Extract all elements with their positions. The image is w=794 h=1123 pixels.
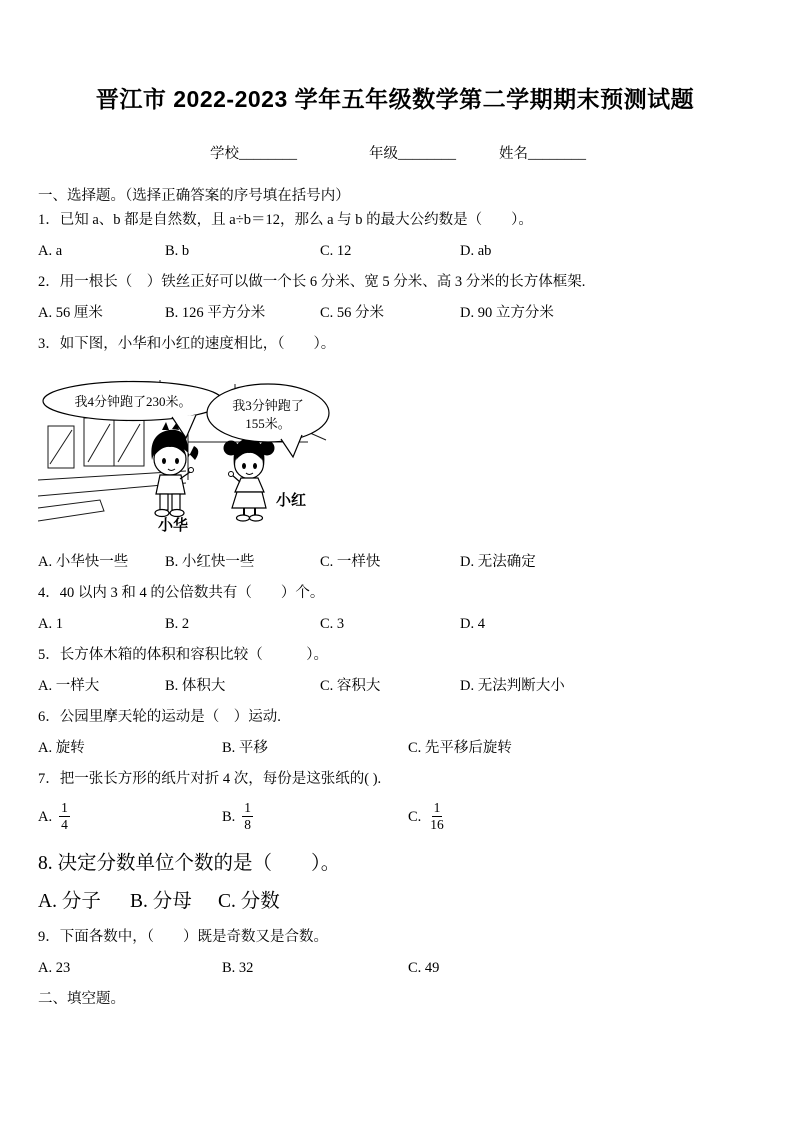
option-a (38, 800, 222, 833)
children-running-illustration (38, 380, 330, 532)
option-a: A. 23 (38, 960, 71, 976)
fraction-numerator: 1 (433, 800, 441, 815)
option-c: C. 容积大 (320, 678, 381, 694)
option-a: A. 一样大 (38, 678, 100, 694)
option-a: A. 旋转 (38, 740, 85, 756)
option-label: C. (408, 808, 422, 825)
question-5-options (38, 676, 752, 696)
option-a: A. a (38, 243, 63, 259)
section-1-heading: 一、选择题。（选择正确答案的序号填在括号内） (38, 188, 350, 204)
bubble-text-xiaohong-line1: 我3分钟跑了 (232, 398, 304, 413)
option-c: C. 3 (320, 616, 345, 632)
question-7-options (38, 800, 752, 840)
option-b: B. 分母 (130, 891, 192, 912)
question-1-text: 1．已知 a、b 都是自然数，且 a÷b＝12，那么 a 与 b 的最大公约数是（ ）。 (38, 212, 533, 228)
question-3-text: 3．如下图，小华和小红的速度相比，（ ）。 (38, 336, 336, 352)
option-a: A. 56 厘米 (38, 305, 103, 321)
option-d: D. 90 立方分米 (460, 305, 554, 321)
question-4-text: 4．40 以内 3 和 4 的公倍数共有（ ）个。 (38, 585, 325, 601)
option-c: C. 56 分米 (320, 305, 385, 321)
bubble-text-xiaohong-line2: 155米。 (245, 416, 291, 431)
option-d: D. 4 (460, 616, 485, 632)
option-c: C. 分数 (218, 891, 280, 912)
option-d: D. ab (460, 243, 492, 259)
option-c (408, 800, 752, 833)
fraction (59, 800, 70, 833)
option-d: D. 无法判断大小 (460, 678, 565, 694)
option-label: A. (38, 808, 53, 825)
speech-bubble-xiaohua (43, 382, 223, 439)
question-9-text: 9．下面各数中，（ ）既是奇数又是合数。 (38, 929, 328, 945)
boy-figure (151, 422, 198, 517)
option-c: C. 一样快 (320, 554, 381, 570)
question-8-options (38, 889, 752, 915)
question-7-text: 7．把一张长方形的纸片对折 4 次，每份是这张纸的( ). (38, 771, 382, 787)
option-b (222, 800, 408, 833)
xiaohua-label: 小华 (158, 518, 189, 532)
bubble-text-xiaohua: 我4分钟跑了230米。 (74, 394, 192, 409)
question-6-options (38, 738, 752, 758)
option-c: C. 12 (320, 243, 352, 259)
option-b: B. 体积大 (165, 678, 226, 694)
fraction (242, 800, 253, 833)
option-a: A. 1 (38, 616, 63, 632)
question-3-options (38, 552, 752, 572)
option-b: B. 2 (165, 616, 190, 632)
fraction (428, 800, 446, 833)
question-4-options (38, 614, 752, 634)
name-field: 姓名________ (499, 146, 586, 162)
option-b: B. 126 平方分米 (165, 305, 266, 321)
student-info-fields (38, 144, 752, 164)
question-5-text: 5．长方体木箱的体积和容积比较（ ）。 (38, 647, 328, 663)
option-c: C. 49 (408, 960, 440, 976)
girl-figure (224, 438, 275, 521)
page-title: 晋江市 2022-2023 学年五年级数学第二学期期末预测试题 (95, 86, 695, 112)
question-6-text: 6．公园里摩天轮的运动是（ ）运动. (38, 709, 281, 725)
grade-field: 年级________ (369, 146, 456, 162)
option-b: B. b (165, 243, 190, 259)
question-9-options (38, 958, 752, 978)
question-2-text: 2．用一根长（ ）铁丝正好可以做一个长 6 分米、宽 5 分米、高 3 分米的长方体框架. (38, 274, 586, 290)
fraction-denominator: 16 (430, 817, 444, 832)
option-a: A. 小华快一些 (38, 554, 129, 570)
option-label: B. (222, 808, 236, 825)
fraction-denominator: 4 (61, 817, 68, 832)
fraction-numerator: 1 (61, 800, 68, 815)
question-8-text: 8. 决定分数单位个数的是（ ）。 (38, 853, 341, 874)
option-a: A. 分子 (38, 891, 101, 912)
option-b: B. 小红快一些 (165, 554, 255, 570)
question-2-options (38, 303, 752, 323)
question-3-figure (38, 380, 752, 532)
question-1-options (38, 241, 752, 261)
section-2-heading: 二、填空题。 (38, 991, 125, 1007)
fraction-numerator: 1 (244, 800, 252, 815)
option-b: B. 平移 (222, 740, 268, 756)
xiaohong-label: 小红 (276, 493, 307, 509)
school-field: 学校________ (210, 146, 297, 162)
option-b: B. 32 (222, 960, 254, 976)
option-d: D. 无法确定 (460, 554, 536, 570)
fraction-denominator: 8 (244, 817, 252, 832)
option-c: C. 先平移后旋转 (408, 740, 512, 756)
